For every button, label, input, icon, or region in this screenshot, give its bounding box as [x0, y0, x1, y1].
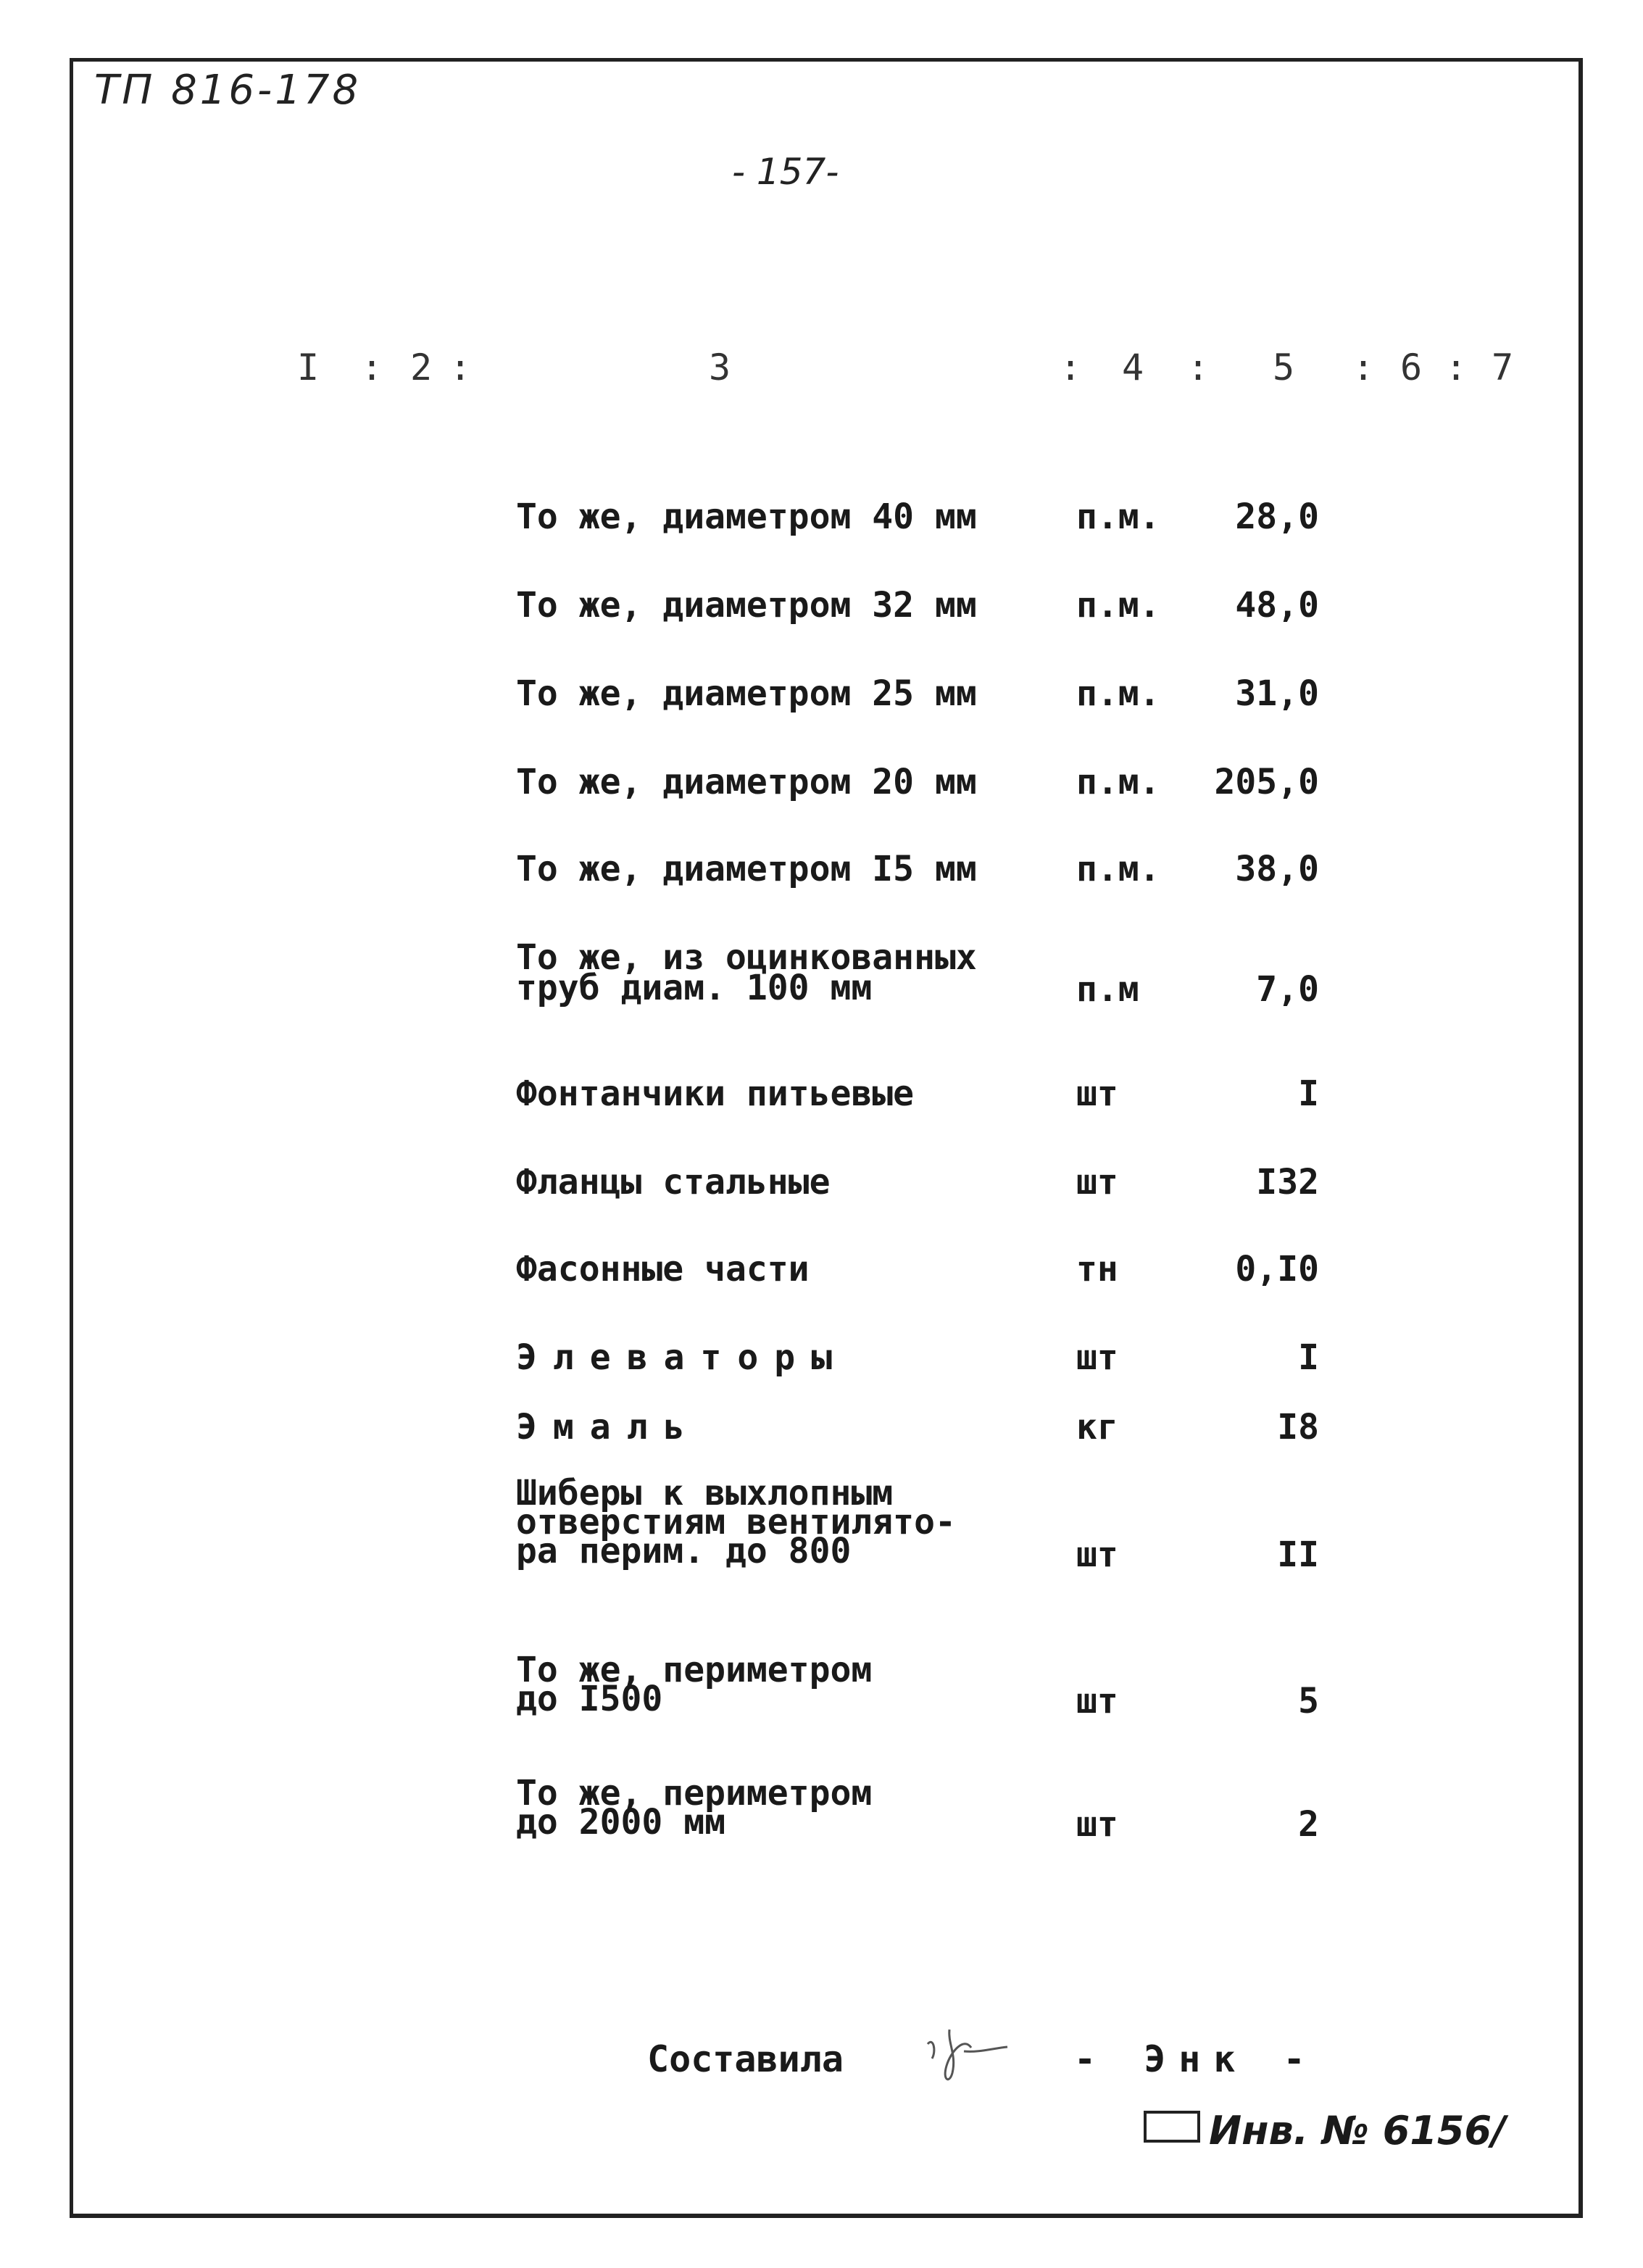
- item-quantity: 2: [1298, 1804, 1319, 1845]
- item-name: То же, периметром до 2000 мм: [516, 1773, 873, 1843]
- document-code: ТП 816-178: [94, 67, 362, 114]
- column-number: 7: [1492, 346, 1514, 389]
- column-separator: :: [1060, 346, 1082, 389]
- column-number: 3: [709, 346, 731, 389]
- item-name: То же, диаметром 40 мм: [516, 497, 977, 537]
- item-unit: п.м.: [1076, 497, 1160, 537]
- item-quantity: 5: [1298, 1681, 1319, 1721]
- item-unit: шт: [1076, 1534, 1118, 1575]
- item-unit: шт: [1076, 1681, 1118, 1721]
- item-quantity: 28,0: [1235, 497, 1319, 537]
- item-unit: п.м: [1076, 969, 1139, 1010]
- item-quantity: 0,I0: [1235, 1249, 1319, 1289]
- column-separator: :: [361, 346, 383, 389]
- compiled-by-label: Составила: [647, 2038, 844, 2080]
- item-name: Фасонные части: [516, 1249, 810, 1289]
- inventory-number: Инв. № 6156/: [1209, 2108, 1506, 2153]
- item-name: То же, диаметром 32 мм: [516, 585, 977, 626]
- item-unit: шт: [1076, 1337, 1118, 1378]
- item-unit: кг: [1076, 1407, 1118, 1447]
- item-unit: шт: [1076, 1804, 1118, 1845]
- item-name: Элеваторы: [516, 1337, 849, 1378]
- item-unit: шт: [1076, 1162, 1118, 1202]
- item-quantity: I32: [1256, 1162, 1319, 1202]
- item-quantity: I: [1298, 1337, 1319, 1378]
- column-separator: :: [1352, 346, 1375, 389]
- item-quantity: II: [1277, 1534, 1319, 1575]
- item-unit: п.м.: [1076, 762, 1160, 802]
- column-number: I: [297, 346, 320, 389]
- item-unit: шт: [1076, 1073, 1118, 1114]
- item-name: То же, диаметром 20 мм: [516, 762, 977, 802]
- item-quantity: 205,0: [1214, 762, 1319, 802]
- item-name: То же, периметром до I500: [516, 1650, 873, 1719]
- item-unit: тн: [1076, 1249, 1118, 1289]
- item-unit: п.м.: [1076, 849, 1160, 889]
- item-quantity: I: [1298, 1073, 1319, 1114]
- column-number: 2: [410, 346, 433, 389]
- item-name: Эмаль: [516, 1407, 701, 1447]
- item-unit: п.м.: [1076, 585, 1160, 626]
- item-name: Фланцы стальные: [516, 1162, 831, 1202]
- item-quantity: 38,0: [1235, 849, 1319, 889]
- item-name: Фонтанчики питьевые: [516, 1073, 915, 1114]
- signature-mark: [913, 2015, 1029, 2095]
- stamp-box: [1144, 2111, 1200, 2143]
- column-separator: :: [449, 346, 472, 389]
- item-name: То же, из оцинкованных труб диам. 100 мм: [516, 937, 977, 1008]
- item-quantity: I8: [1277, 1407, 1319, 1447]
- item-quantity: 31,0: [1235, 673, 1319, 714]
- item-quantity: 7,0: [1256, 969, 1319, 1010]
- column-number: 4: [1122, 346, 1144, 389]
- column-separator: :: [1187, 346, 1210, 389]
- item-quantity: 48,0: [1235, 585, 1319, 626]
- compiler-initials: - Энк -: [1074, 2038, 1318, 2080]
- column-number: 5: [1273, 346, 1295, 389]
- item-name: То же, диаметром I5 мм: [516, 849, 977, 889]
- item-unit: п.м.: [1076, 673, 1160, 714]
- column-separator: :: [1445, 346, 1468, 389]
- item-name: То же, диаметром 25 мм: [516, 673, 977, 714]
- column-number: 6: [1400, 346, 1423, 389]
- page-number: - 157-: [732, 151, 839, 193]
- item-name: Шиберы к выхлопным отверстиям вентилято- ра перим. до 800: [516, 1473, 956, 1571]
